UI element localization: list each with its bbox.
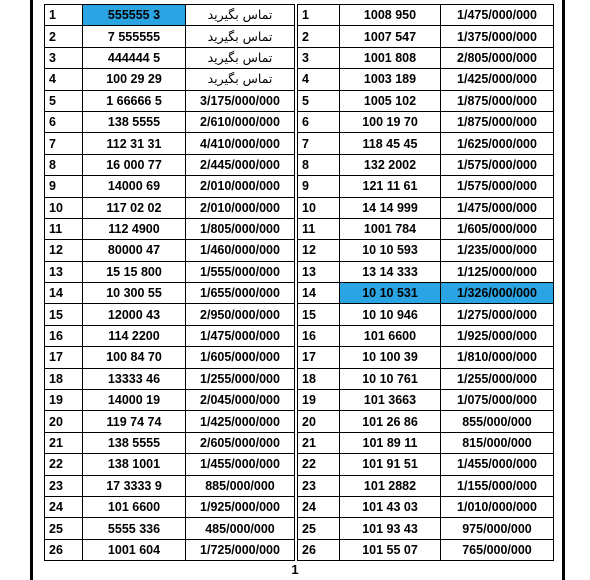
row-index: 6 bbox=[45, 111, 83, 132]
row-index: 2 bbox=[298, 26, 340, 47]
price-value: 1/925/000/000 bbox=[186, 496, 295, 517]
row-index: 8 bbox=[45, 154, 83, 175]
row-index: 9 bbox=[298, 176, 340, 197]
phone-number: 138 5555 bbox=[83, 432, 186, 453]
phone-number: 17 3333 9 bbox=[83, 475, 186, 496]
right-table-row bbox=[298, 69, 554, 90]
row-index: 19 bbox=[298, 390, 340, 411]
left-table-row bbox=[45, 539, 295, 560]
row-index: 5 bbox=[45, 90, 83, 111]
phone-number: 80000 47 bbox=[83, 240, 186, 261]
row-index: 26 bbox=[298, 539, 340, 560]
right-table-row bbox=[298, 26, 554, 47]
price-value: 1/425/000/000 bbox=[186, 411, 295, 432]
row-index: 23 bbox=[298, 475, 340, 496]
right-table-row bbox=[298, 5, 554, 26]
row-index: 25 bbox=[298, 518, 340, 539]
call-for-price: تماس بگیرید bbox=[186, 5, 295, 26]
row-index: 14 bbox=[298, 283, 340, 304]
phone-number: 101 6600 bbox=[340, 325, 441, 346]
right-table-row bbox=[298, 454, 554, 475]
left-table-row bbox=[45, 496, 295, 517]
price-value: 1/555/000/000 bbox=[186, 261, 295, 282]
left-table-row bbox=[45, 411, 295, 432]
price-value: 485/000/000 bbox=[186, 518, 295, 539]
row-index: 4 bbox=[45, 69, 83, 90]
phone-number: 100 19 70 bbox=[340, 111, 441, 132]
row-index: 16 bbox=[298, 325, 340, 346]
phone-number: 100 84 70 bbox=[83, 347, 186, 368]
phone-number: 444444 5 bbox=[83, 47, 186, 68]
phone-number: 10 10 593 bbox=[340, 240, 441, 261]
left-table-row bbox=[45, 176, 295, 197]
price-value: 1/455/000/000 bbox=[186, 454, 295, 475]
phone-number: 101 6600 bbox=[83, 496, 186, 517]
right-table-row bbox=[298, 176, 554, 197]
price-value: 1/275/000/000 bbox=[441, 304, 554, 325]
right-table-row bbox=[298, 133, 554, 154]
phone-number: 101 2882 bbox=[340, 475, 441, 496]
phone-number: 13 14 333 bbox=[340, 261, 441, 282]
phone-number: 10 10 531 bbox=[340, 283, 441, 304]
price-value: 1/475/000/000 bbox=[186, 325, 295, 346]
row-index: 13 bbox=[298, 261, 340, 282]
row-index: 1 bbox=[45, 5, 83, 26]
left-table-row bbox=[45, 368, 295, 389]
left-table-row bbox=[45, 347, 295, 368]
right-table-row bbox=[298, 154, 554, 175]
price-value: 2/610/000/000 bbox=[186, 111, 295, 132]
row-index: 17 bbox=[298, 347, 340, 368]
price-value: 2/045/000/000 bbox=[186, 390, 295, 411]
phone-number: 10 10 761 bbox=[340, 368, 441, 389]
phone-number: 101 93 43 bbox=[340, 518, 441, 539]
left-table-row bbox=[45, 261, 295, 282]
phone-number: 1008 950 bbox=[340, 5, 441, 26]
phone-number: 16 000 77 bbox=[83, 154, 186, 175]
left-table-row bbox=[45, 240, 295, 261]
right-table-row bbox=[298, 283, 554, 304]
call-for-price: تماس بگیرید bbox=[186, 47, 295, 68]
phone-number: 138 5555 bbox=[83, 111, 186, 132]
row-index: 20 bbox=[45, 411, 83, 432]
price-value: 855/000/000 bbox=[441, 411, 554, 432]
phone-number: 10 10 946 bbox=[340, 304, 441, 325]
phone-number: 100 29 29 bbox=[83, 69, 186, 90]
price-value: 1/575/000/000 bbox=[441, 176, 554, 197]
price-value: 1/925/000/000 bbox=[441, 325, 554, 346]
phone-number: 101 26 86 bbox=[340, 411, 441, 432]
price-value: 1/810/000/000 bbox=[441, 347, 554, 368]
phone-number: 101 43 03 bbox=[340, 496, 441, 517]
phone-number: 118 45 45 bbox=[340, 133, 441, 154]
row-index: 7 bbox=[45, 133, 83, 154]
row-index: 18 bbox=[45, 368, 83, 389]
row-index: 11 bbox=[298, 218, 340, 239]
phone-number: 121 11 61 bbox=[340, 176, 441, 197]
price-value: 1/725/000/000 bbox=[186, 539, 295, 560]
price-value: 1/235/000/000 bbox=[441, 240, 554, 261]
row-index: 16 bbox=[45, 325, 83, 346]
phone-number: 15 15 800 bbox=[83, 261, 186, 282]
row-index: 12 bbox=[298, 240, 340, 261]
price-value: 1/805/000/000 bbox=[186, 218, 295, 239]
price-value: 765/000/000 bbox=[441, 539, 554, 560]
left-table-row bbox=[45, 5, 295, 26]
phone-number: 13333 46 bbox=[83, 368, 186, 389]
price-value: 1/875/000/000 bbox=[441, 90, 554, 111]
right-table-row bbox=[298, 111, 554, 132]
left-table-row bbox=[45, 90, 295, 111]
row-index: 2 bbox=[45, 26, 83, 47]
price-value: 975/000/000 bbox=[441, 518, 554, 539]
row-index: 21 bbox=[298, 432, 340, 453]
left-table-row bbox=[45, 26, 295, 47]
price-value: 1/010/000/000 bbox=[441, 496, 554, 517]
left-table-row bbox=[45, 432, 295, 453]
left-table-row bbox=[45, 133, 295, 154]
price-value: 1/155/000/000 bbox=[441, 475, 554, 496]
price-value: 1/655/000/000 bbox=[186, 283, 295, 304]
phone-number: 1003 189 bbox=[340, 69, 441, 90]
price-value: 1/605/000/000 bbox=[441, 218, 554, 239]
price-value: 1/125/000/000 bbox=[441, 261, 554, 282]
row-index: 12 bbox=[45, 240, 83, 261]
right-table-row bbox=[298, 475, 554, 496]
row-index: 23 bbox=[45, 475, 83, 496]
price-value: 1/475/000/000 bbox=[441, 197, 554, 218]
price-value: 1/575/000/000 bbox=[441, 154, 554, 175]
phone-number: 119 74 74 bbox=[83, 411, 186, 432]
left-table-row bbox=[45, 47, 295, 68]
right-table-row bbox=[298, 90, 554, 111]
row-index: 10 bbox=[298, 197, 340, 218]
row-index: 24 bbox=[298, 496, 340, 517]
row-index: 22 bbox=[298, 454, 340, 475]
left-table-row bbox=[45, 325, 295, 346]
row-index: 21 bbox=[45, 432, 83, 453]
price-value: 1/075/000/000 bbox=[441, 390, 554, 411]
price-value: 2/605/000/000 bbox=[186, 432, 295, 453]
phone-number: 101 55 07 bbox=[340, 539, 441, 560]
price-value: 2/010/000/000 bbox=[186, 176, 295, 197]
right-table-row bbox=[298, 304, 554, 325]
left-table-row bbox=[45, 304, 295, 325]
row-index: 8 bbox=[298, 154, 340, 175]
row-index: 17 bbox=[45, 347, 83, 368]
right-price-table bbox=[297, 4, 554, 561]
left-table-row bbox=[45, 218, 295, 239]
price-value: 1/605/000/000 bbox=[186, 347, 295, 368]
call-for-price: تماس بگیرید bbox=[186, 69, 295, 90]
phone-number: 14000 19 bbox=[83, 390, 186, 411]
phone-number: 1005 102 bbox=[340, 90, 441, 111]
price-value: 1/455/000/000 bbox=[441, 454, 554, 475]
right-table-row bbox=[298, 539, 554, 560]
phone-number: 112 4900 bbox=[83, 218, 186, 239]
row-index: 3 bbox=[298, 47, 340, 68]
price-value: 1/475/000/000 bbox=[441, 5, 554, 26]
price-value: 2/010/000/000 bbox=[186, 197, 295, 218]
price-value: 1/625/000/000 bbox=[441, 133, 554, 154]
price-value: 1/875/000/000 bbox=[441, 111, 554, 132]
right-table-row bbox=[298, 261, 554, 282]
price-value: 1/425/000/000 bbox=[441, 69, 554, 90]
phone-number: 14000 69 bbox=[83, 176, 186, 197]
row-index: 1 bbox=[298, 5, 340, 26]
right-table-row bbox=[298, 347, 554, 368]
right-table-row bbox=[298, 47, 554, 68]
row-index: 9 bbox=[45, 176, 83, 197]
phone-number: 555555 3 bbox=[83, 5, 186, 26]
row-index: 20 bbox=[298, 411, 340, 432]
left-table-row bbox=[45, 518, 295, 539]
right-table-row bbox=[298, 432, 554, 453]
price-value: 1/460/000/000 bbox=[186, 240, 295, 261]
phone-number: 1001 784 bbox=[340, 218, 441, 239]
phone-number: 1001 604 bbox=[83, 539, 186, 560]
row-index: 5 bbox=[298, 90, 340, 111]
phone-number: 5555 336 bbox=[83, 518, 186, 539]
tables-area bbox=[44, 4, 553, 560]
phone-number: 117 02 02 bbox=[83, 197, 186, 218]
phone-number: 10 300 55 bbox=[83, 283, 186, 304]
right-table-row bbox=[298, 368, 554, 389]
row-index: 15 bbox=[45, 304, 83, 325]
phone-number: 10 100 39 bbox=[340, 347, 441, 368]
row-index: 26 bbox=[45, 539, 83, 560]
row-index: 3 bbox=[45, 47, 83, 68]
row-index: 14 bbox=[45, 283, 83, 304]
row-index: 22 bbox=[45, 454, 83, 475]
right-table-row bbox=[298, 411, 554, 432]
left-table-row bbox=[45, 454, 295, 475]
row-index: 19 bbox=[45, 390, 83, 411]
phone-number: 1007 547 bbox=[340, 26, 441, 47]
phone-number: 7 555555 bbox=[83, 26, 186, 47]
row-index: 4 bbox=[298, 69, 340, 90]
price-value: 1/255/000/000 bbox=[186, 368, 295, 389]
page-number: 1 bbox=[291, 562, 299, 577]
phone-number: 101 3663 bbox=[340, 390, 441, 411]
right-table-row bbox=[298, 218, 554, 239]
phone-number: 101 91 51 bbox=[340, 454, 441, 475]
right-table-row bbox=[298, 197, 554, 218]
left-table-row bbox=[45, 111, 295, 132]
phone-number: 14 14 999 bbox=[340, 197, 441, 218]
left-table-row bbox=[45, 475, 295, 496]
price-value: 815/000/000 bbox=[441, 432, 554, 453]
phone-number: 12000 43 bbox=[83, 304, 186, 325]
row-index: 7 bbox=[298, 133, 340, 154]
row-index: 13 bbox=[45, 261, 83, 282]
left-table-row bbox=[45, 69, 295, 90]
phone-number: 132 2002 bbox=[340, 154, 441, 175]
row-index: 15 bbox=[298, 304, 340, 325]
right-table-row bbox=[298, 496, 554, 517]
phone-number: 101 89 11 bbox=[340, 432, 441, 453]
price-value: 2/805/000/000 bbox=[441, 47, 554, 68]
right-table-row bbox=[298, 240, 554, 261]
price-value: 1/375/000/000 bbox=[441, 26, 554, 47]
phone-number: 138 1001 bbox=[83, 454, 186, 475]
price-value: 2/445/000/000 bbox=[186, 154, 295, 175]
right-table-row bbox=[298, 390, 554, 411]
row-index: 25 bbox=[45, 518, 83, 539]
row-index: 11 bbox=[45, 218, 83, 239]
row-index: 18 bbox=[298, 368, 340, 389]
phone-number: 1001 808 bbox=[340, 47, 441, 68]
row-index: 10 bbox=[45, 197, 83, 218]
price-value: 2/950/000/000 bbox=[186, 304, 295, 325]
price-value: 1/326/000/000 bbox=[441, 283, 554, 304]
row-index: 6 bbox=[298, 111, 340, 132]
price-value: 4/410/000/000 bbox=[186, 133, 295, 154]
row-index: 24 bbox=[45, 496, 83, 517]
phone-number: 114 2200 bbox=[83, 325, 186, 346]
left-table-row bbox=[45, 197, 295, 218]
right-table-row bbox=[298, 325, 554, 346]
price-value: 1/255/000/000 bbox=[441, 368, 554, 389]
right-table-row bbox=[298, 518, 554, 539]
phone-number: 112 31 31 bbox=[83, 133, 186, 154]
phone-number: 1 66666 5 bbox=[83, 90, 186, 111]
left-table-row bbox=[45, 283, 295, 304]
price-value: 3/175/000/000 bbox=[186, 90, 295, 111]
price-value: 885/000/000 bbox=[186, 475, 295, 496]
call-for-price: تماس بگیرید bbox=[186, 26, 295, 47]
left-table-row bbox=[45, 154, 295, 175]
left-table-row bbox=[45, 390, 295, 411]
left-price-table bbox=[44, 4, 295, 561]
